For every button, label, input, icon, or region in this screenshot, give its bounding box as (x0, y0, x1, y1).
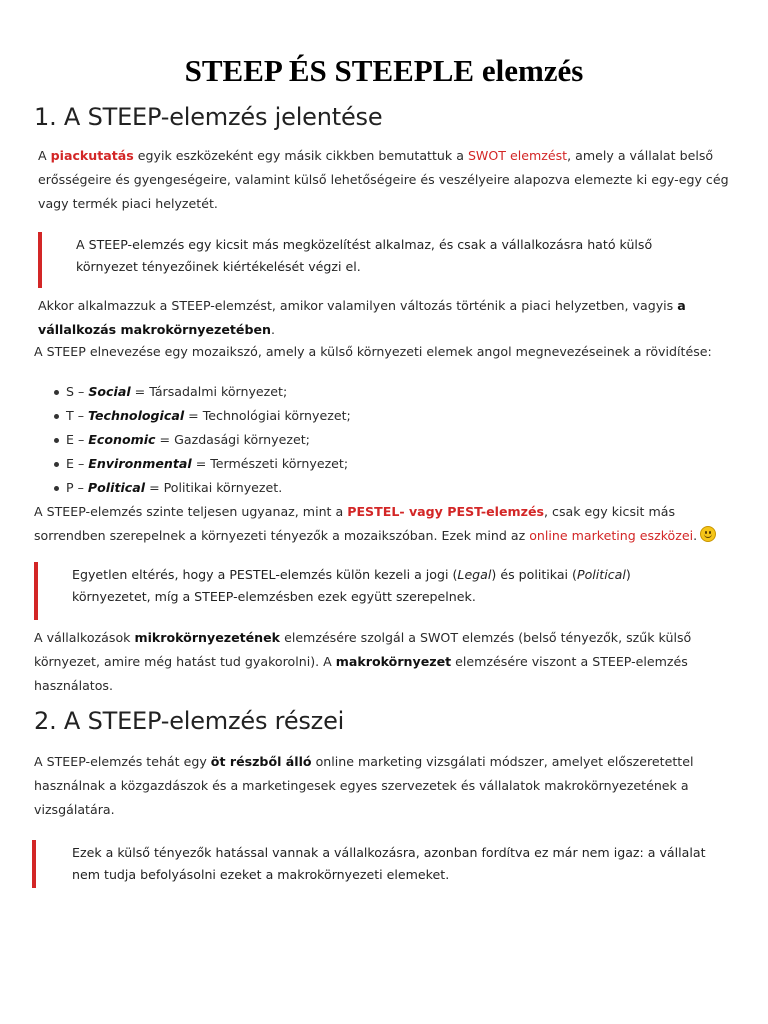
text-run: A STEEP-elemzés tehát egy (34, 754, 211, 769)
pestel-link[interactable]: PESTEL- vagy PEST-elemzés (347, 504, 545, 519)
online-marketing-link[interactable]: online marketing eszközei (529, 528, 694, 543)
text-run: A vállalkozások (34, 630, 135, 645)
list-letter: P – (66, 480, 84, 495)
list-desc: = Természeti környezet; (195, 456, 349, 471)
blockquote-1-text: A STEEP-elemzés egy kicsit más megközelítést alkalmaz, és csak a vállalkozásra ható külső környezet tényezőinek kiértékelését végzi el. (76, 237, 653, 274)
bullet-icon (54, 438, 59, 443)
text-run: A (38, 148, 51, 163)
text-run: , amely a vállalat belső erősségeire és gyengeségeire, valamint külső lehetőségeire és veszélyeire alapozva elemezte ki egy-egy cég vagy termék piaci helyzetét. (38, 148, 729, 211)
italic-legal: Legal (457, 567, 492, 582)
italic-political: Political (576, 567, 626, 582)
section-1-heading: 1. A STEEP-elemzés jelentése (34, 103, 383, 131)
list-desc: = Társadalmi környezet; (134, 384, 288, 399)
list-desc: = Gazdasági környezet; (159, 432, 310, 447)
text-run: Egyetlen eltérés, hogy a PESTEL-elemzés külön kezeli a jogi ( (72, 567, 458, 582)
section-1-paragraph-5 (34, 626, 724, 698)
bullet-icon (54, 486, 59, 491)
list-item (34, 404, 351, 428)
blockquote-3 (32, 840, 736, 888)
text-run: elemzésére viszont a STEEP-elemzés használatos. (34, 654, 688, 693)
bullet-icon (54, 390, 59, 395)
list-term: Technological (88, 408, 185, 423)
document-title: STEEP ÉS STEEPLE elemzés (184, 53, 584, 88)
list-letter: T – (66, 408, 84, 423)
smiley-face-icon (700, 526, 716, 542)
bold-makrokornyezet: a vállalkozás makrokörnyezetében (38, 298, 686, 337)
blockquote-1 (38, 232, 732, 288)
text-run: ) környezetet, míg a STEEP-elemzésben ezek együtt szerepelnek. (72, 567, 631, 604)
list-term: Environmental (88, 456, 192, 471)
list-letter: S – (66, 384, 85, 399)
section-1-paragraph-4 (34, 500, 746, 548)
section-1-paragraph-1 (38, 144, 738, 216)
list-item (34, 380, 351, 404)
list-term: Social (88, 384, 131, 399)
section-1-paragraph-3: A STEEP elnevezése egy mozaikszó, amely a külső környezeti elemek angol megnevezéseinek a rövidítése: (34, 344, 712, 359)
text-run: , csak egy kicsit más sorrendben szerepelnek a környezeti tényezők a mozaikszóban. Ezek mind az (34, 504, 675, 543)
text-run: ) és politikai ( (491, 567, 577, 582)
text-run: egyik eszközeként egy másik cikkben bemutattuk a (133, 148, 468, 163)
bullet-icon (54, 414, 59, 419)
text-run: . (270, 322, 275, 337)
bullet-icon (54, 462, 59, 467)
list-item (34, 476, 351, 500)
bold-ot-reszbol: öt részből álló (210, 754, 312, 769)
text-run: Akkor alkalmazzuk a STEEP-elemzést, amikor valamilyen változás történik a piaci helyzetben, vagyis (38, 298, 678, 313)
list-item (34, 428, 351, 452)
list-term: Political (87, 480, 146, 495)
piackutatas-link[interactable]: piackutatás (50, 148, 134, 163)
list-item (34, 452, 351, 476)
text-run: . (693, 528, 698, 543)
steep-list (34, 380, 351, 500)
list-letter: E – (66, 432, 85, 447)
list-desc: = Politikai környezet. (149, 480, 283, 495)
blockquote-2-text (72, 564, 702, 608)
section-2-heading: 2. A STEEP-elemzés részei (34, 707, 345, 735)
text-run: A STEEP-elemzés szinte teljesen ugyanaz, mint a (34, 504, 348, 519)
section-2-paragraph-1 (34, 750, 746, 822)
text-run: online marketing vizsgálati módszer, amelyet előszeretettel használnak a közgazdászok és a marketingesek egyes szervezetek és vállalatok makrokörnyezetének a vizsgálatára. (34, 754, 694, 817)
text-run: elemzésére szolgál a SWOT elemzés (belső tényezők, szűk külső környezet, amire még hatást tud gyakorolni). A (34, 630, 692, 669)
bold-mikrokornyezet: mikrokörnyezetének (134, 630, 281, 645)
blockquote-3-text: Ezek a külső tényezők hatással vannak a vállalkozásra, azonban fordítva ez már nem igaz: a vállalat nem tudja befolyásolni ezeket a makrokörnyezeti elemeket. (72, 845, 706, 882)
bold-makrokornyezet-2: makrokörnyezet (335, 654, 452, 669)
section-1-paragraph-2 (38, 294, 738, 342)
blockquote-2 (34, 562, 728, 620)
list-letter: E – (66, 456, 85, 471)
swot-link[interactable]: SWOT elemzést (467, 148, 568, 163)
list-term: Economic (88, 432, 156, 447)
list-desc: = Technológiai környezet; (188, 408, 351, 423)
